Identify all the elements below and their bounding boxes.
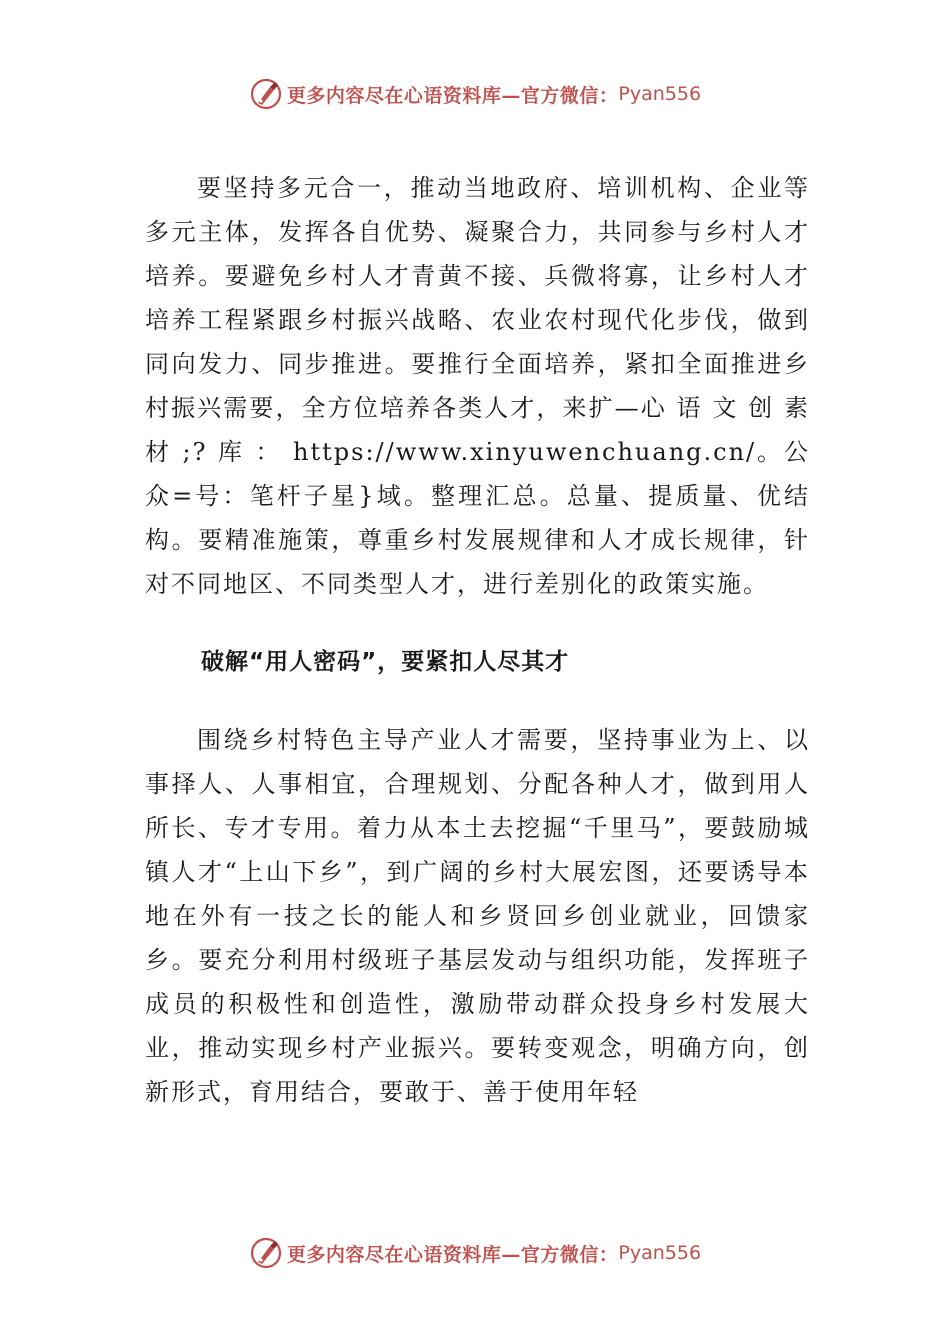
pen-nib-logo-icon	[249, 77, 283, 111]
banner-text: 更多内容尽在心语资料库—官方微信：	[286, 84, 619, 107]
header-banner	[0, 74, 950, 114]
paragraph-2: 围绕乡村特色主导产业人才需要，坚持事业为上、以事择人、人事相宜，合理规划、分配各种人才，做到用人所长、专才专用。着力从本土去挖掘“千里马”，要鼓励城镇人才“上山下乡”，到广阔的乡村大展宏图，还要诱导本地在外有一技之长的能人和乡贤回乡创业就业，回馈家乡。要充分利用村级班子基层发动与组织功能，发挥班子成员的积极性和创造性，激励带动群众投身乡村发展大业，推动实现乡村产业振兴。要转变观念，明确方向，创新形式，育用结合，要敢于、善于使用年轻	[145, 726, 810, 1106]
document-body	[145, 166, 810, 1114]
paragraph-1: 要坚持多元合一，推动当地政府、培训机构、企业等多元主体，发挥各自优势、凝聚合力，共同参与乡村人才培养。要避免乡村人才青黄不接、兵微将寡，让乡村人才培养工程紧跟乡村振兴战略、农业农村现代化步伐，做到同向发力、同步推进。要推行全面培养，紧扣全面推进乡村振兴需要，全方位培养各类人才，来扩—心 语 文 创 素 材 ;? 库 ： https://www.xinyuwenchuang.cn/。公众=号：笔杆子星}域。整理汇总。总量、提质量、优结构。要精准施策，尊重乡村发展规律和人才成长规律，针对不同地区、不同类型人才，进行差别化的政策实施。	[145, 174, 810, 598]
banner-wechat-id: Pyan556	[618, 1242, 702, 1264]
section-heading: 破解“用人密码”，要紧扣人尽其才	[201, 649, 570, 675]
banner-wechat-id: Pyan556	[618, 83, 702, 105]
footer-banner	[0, 1233, 950, 1273]
banner-text: 更多内容尽在心语资料库—官方微信：	[286, 1243, 619, 1266]
pen-nib-logo-icon	[249, 1236, 283, 1270]
